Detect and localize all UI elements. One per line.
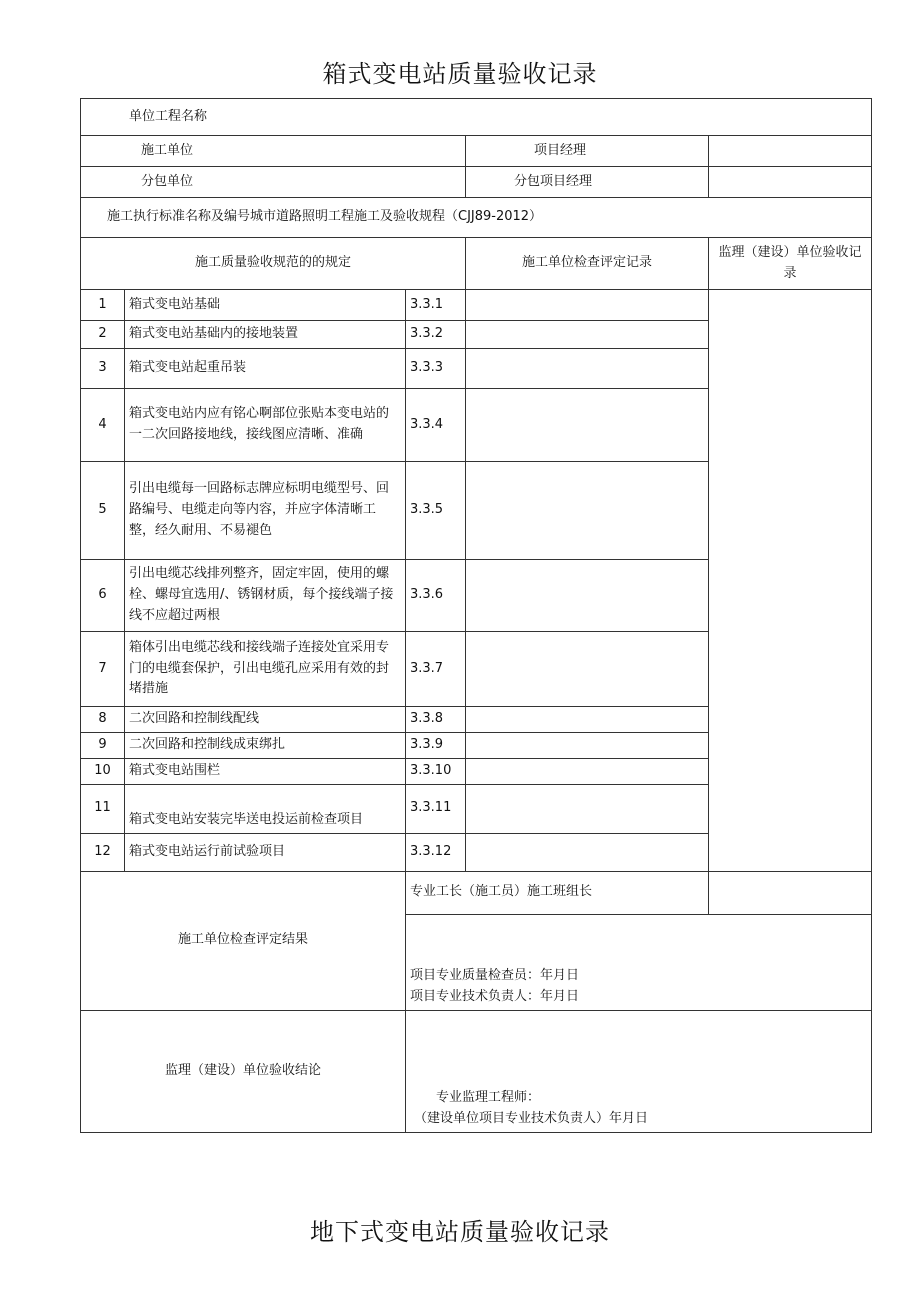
item-text: 二次回路和控制线成束绑扎 <box>125 733 406 759</box>
subcontract-manager-value[interactable] <box>709 167 872 198</box>
row-standard <box>81 198 872 238</box>
item-code: 3.3.2 <box>406 321 466 349</box>
row-construction-unit <box>81 136 872 167</box>
check-record-cell[interactable] <box>466 389 709 462</box>
item-code: 3.3.12 <box>406 833 466 871</box>
foreman-signature-label: 专业工长（施工员）施工班组长 <box>406 871 709 914</box>
item-code: 3.3.7 <box>406 632 466 707</box>
check-result-label: 施工单位检查评定结果 <box>81 871 406 1010</box>
item-code: 3.3.10 <box>406 759 466 785</box>
page-title: 箱式变电站质量验收记录 <box>322 60 598 88</box>
check-record-cell[interactable] <box>466 560 709 632</box>
item-number: 7 <box>81 632 125 707</box>
check-record-cell[interactable] <box>466 733 709 759</box>
check-record-cell[interactable] <box>466 833 709 871</box>
supervision-record-cell[interactable] <box>709 290 872 872</box>
construction-unit-label: 施工单位 <box>81 136 466 167</box>
row-column-headers <box>81 238 872 290</box>
owner-tech-lead-sign: （建设单位项目专业技术负责人）年月日 <box>414 1111 649 1126</box>
spec-column-header: 施工质量验收规范的的规定 <box>81 238 466 290</box>
item-code: 3.3.6 <box>406 560 466 632</box>
item-text: 箱式变电站内应有铭心啊部位张贴本变电站的一二次回路接地线，接线图应清晰、准确 <box>125 389 406 462</box>
execution-standard: 施工执行标准名称及编号城市道路照明工程施工及验收规程（CJJ89-2012） <box>81 198 872 238</box>
item-text: 引出电缆芯线排列整齐，固定牢固，使用的螺栓、螺母宜选用/、锈钢材质，每个接线端子接线不应超过两根 <box>125 560 406 632</box>
subcontract-manager-label: 分包项目经理 <box>466 167 709 198</box>
unit-project-name-label: 单位工程名称 <box>81 99 872 136</box>
item-code: 3.3.8 <box>406 707 466 733</box>
check-record-column-header: 施工单位检查评定记录 <box>466 238 709 290</box>
quality-inspector-sign: 项目专业质量检查员：年月日 <box>410 968 580 984</box>
tech-lead-sign: 项目专业技术负责人：年月日 <box>410 989 580 1004</box>
row-subcontract-unit <box>81 167 872 198</box>
row-check-result-top <box>81 871 872 914</box>
item-number: 1 <box>81 290 125 321</box>
acceptance-record-table <box>80 98 872 1133</box>
supervision-record-column-header: 监理（建设）单位验收记录 <box>709 238 872 290</box>
table-row <box>81 290 872 321</box>
item-number: 9 <box>81 733 125 759</box>
check-record-cell[interactable] <box>466 707 709 733</box>
check-record-cell[interactable] <box>466 349 709 389</box>
item-number: 5 <box>81 462 125 560</box>
item-text: 箱体引出电缆芯线和接线端子连接处宜采用专门的电缆套保护，引出电缆孔应采用有效的封堵措施 <box>125 632 406 707</box>
item-code: 3.3.9 <box>406 733 466 759</box>
check-record-cell[interactable] <box>466 759 709 785</box>
item-text: 箱式变电站安装完毕送电投运前检查项目 <box>125 784 406 833</box>
item-code: 3.3.11 <box>406 784 466 833</box>
item-text: 二次回路和控制线配线 <box>125 707 406 733</box>
project-manager-label: 项目经理 <box>466 136 709 167</box>
item-code: 3.3.5 <box>406 462 466 560</box>
item-code: 3.3.4 <box>406 389 466 462</box>
item-code: 3.3.3 <box>406 349 466 389</box>
project-manager-value[interactable] <box>709 136 872 167</box>
item-number: 12 <box>81 833 125 871</box>
item-number: 10 <box>81 759 125 785</box>
check-record-cell[interactable] <box>466 632 709 707</box>
check-result-signatures[interactable] <box>406 914 872 1010</box>
item-text: 箱式变电站起重吊装 <box>125 349 406 389</box>
subcontract-unit-label: 分包单位 <box>81 167 466 198</box>
supervision-engineer-sign: 专业监理工程师： <box>436 1090 541 1106</box>
item-number: 11 <box>81 784 125 833</box>
check-record-cell[interactable] <box>466 321 709 349</box>
item-code: 3.3.1 <box>406 290 466 321</box>
item-number: 8 <box>81 707 125 733</box>
check-record-cell[interactable] <box>466 290 709 321</box>
foreman-signature-cell[interactable] <box>709 871 872 914</box>
row-unit-project <box>81 99 872 136</box>
conclusion-signatures[interactable] <box>406 1010 872 1132</box>
next-page-title: 地下式变电站质量验收记录 <box>310 1218 610 1246</box>
check-record-cell[interactable] <box>466 462 709 560</box>
item-text: 箱式变电站基础 <box>125 290 406 321</box>
row-conclusion <box>81 1010 872 1132</box>
conclusion-label: 监理（建设）单位验收结论 <box>81 1010 406 1132</box>
item-number: 4 <box>81 389 125 462</box>
item-text: 箱式变电站围栏 <box>125 759 406 785</box>
check-record-cell[interactable] <box>466 784 709 833</box>
item-number: 2 <box>81 321 125 349</box>
item-number: 3 <box>81 349 125 389</box>
item-text: 箱式变电站基础内的接地装置 <box>125 321 406 349</box>
item-text: 箱式变电站运行前试验项目 <box>125 833 406 871</box>
item-number: 6 <box>81 560 125 632</box>
item-text: 引出电缆每一回路标志牌应标明电缆型号、回路编号、电缆走向等内容，并应字体清晰工整，经久耐用、不易褪色 <box>125 462 406 560</box>
